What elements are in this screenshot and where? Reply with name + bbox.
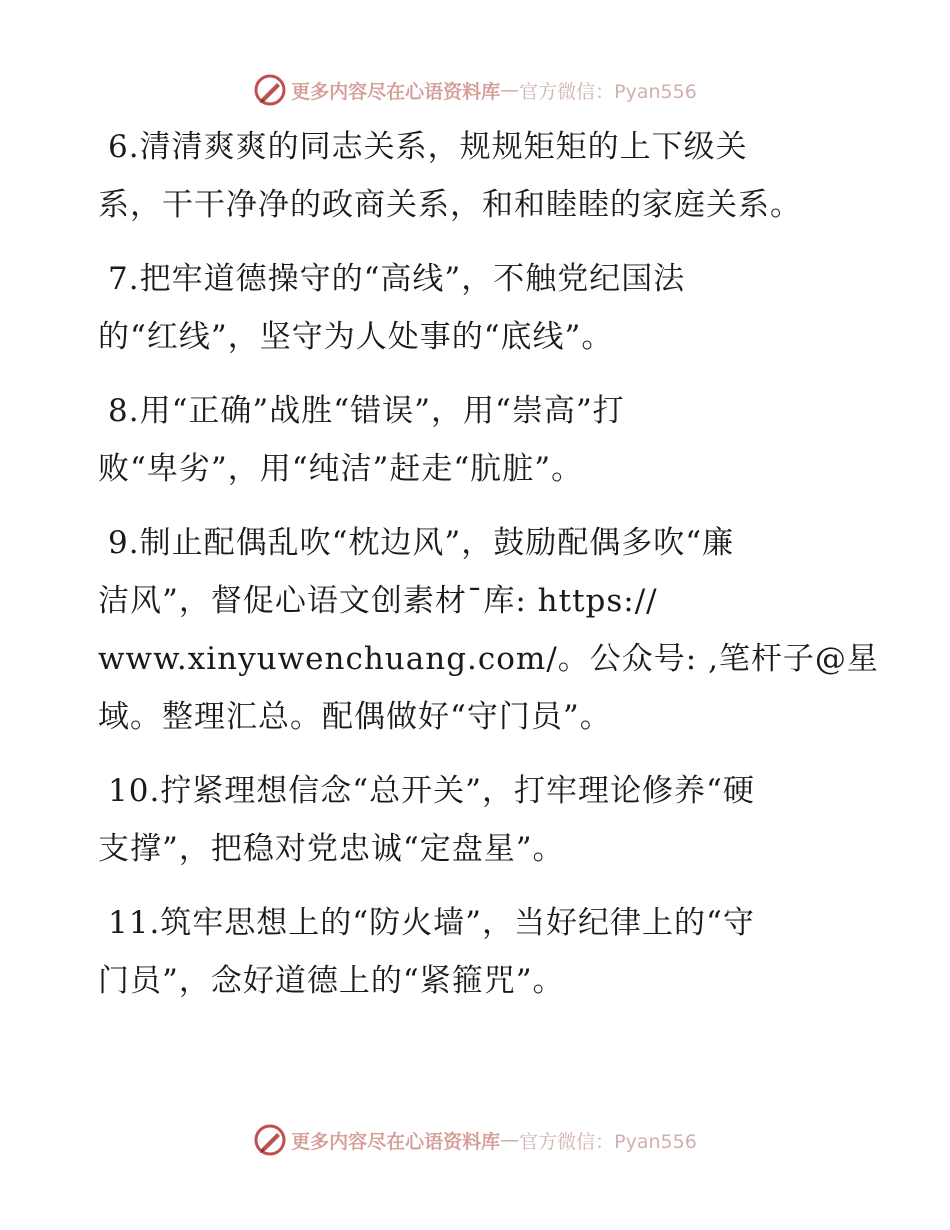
footer-banner: [0, 1120, 950, 1160]
paragraph-line: 支撑”，把稳对党忠诚“定盘星”。: [98, 831, 565, 867]
paragraph-line: 9.制止配偶乱吹“枕边风”，鼓励配偶多吹“廉: [108, 525, 735, 561]
footer-brand: 更多内容尽在心语资料库: [291, 1130, 501, 1153]
paragraph-line: 10.拧紧理想信念“总开关”，打牢理论修养“硬: [108, 773, 755, 809]
header-separator: —: [500, 79, 520, 101]
paragraph-6: [98, 118, 858, 234]
paragraph-line: 8.用“正确”战胜“错误”，用“崇高”打: [108, 393, 625, 429]
paragraph-line: 门员”，念好道德上的“紧箍咒”。: [98, 963, 565, 999]
paragraph-9: [98, 514, 879, 746]
paragraph-line: www.xinyuwenchuang.com/。公众号: ,笔杆子@星: [98, 641, 879, 677]
document-body: [98, 118, 879, 1026]
pen-logo-icon: [253, 1123, 287, 1157]
paragraph-10: [98, 762, 858, 878]
paragraph-line: 7.把牢道德操守的“高线”，不触党纪国法: [108, 261, 686, 297]
paragraph-line: 域。整理汇总。配偶做好“守门员”。: [98, 699, 612, 735]
paragraph-line: 11.筑牢思想上的“防火墙”，当好纪律上的“守: [108, 905, 755, 941]
paragraph-8: [98, 382, 858, 498]
paragraph-line: 洁风”，督促心语文创素材¯库: https://: [98, 583, 658, 619]
footer-separator: —: [500, 1129, 520, 1151]
paragraph-line: 系，干干净净的政商关系，和和睦睦的家庭关系。: [98, 187, 802, 223]
header-brand: 更多内容尽在心语资料库: [291, 80, 501, 103]
paragraph-line: 6.清清爽爽的同志关系，规规矩矩的上下级关: [108, 129, 748, 165]
paragraph-11: [98, 894, 858, 1010]
header-banner: [0, 70, 950, 110]
footer-contact: 官方微信：Pyan556: [519, 1130, 697, 1153]
paragraph-line: 的“红线”，坚守为人处事的“底线”。: [98, 319, 614, 355]
header-contact: 官方微信：Pyan556: [519, 80, 697, 103]
paragraph-7: [98, 250, 858, 366]
paragraph-line: 败“卑劣”，用“纯洁”赶走“肮脏”。: [98, 451, 584, 487]
pen-logo-icon: [253, 73, 287, 107]
